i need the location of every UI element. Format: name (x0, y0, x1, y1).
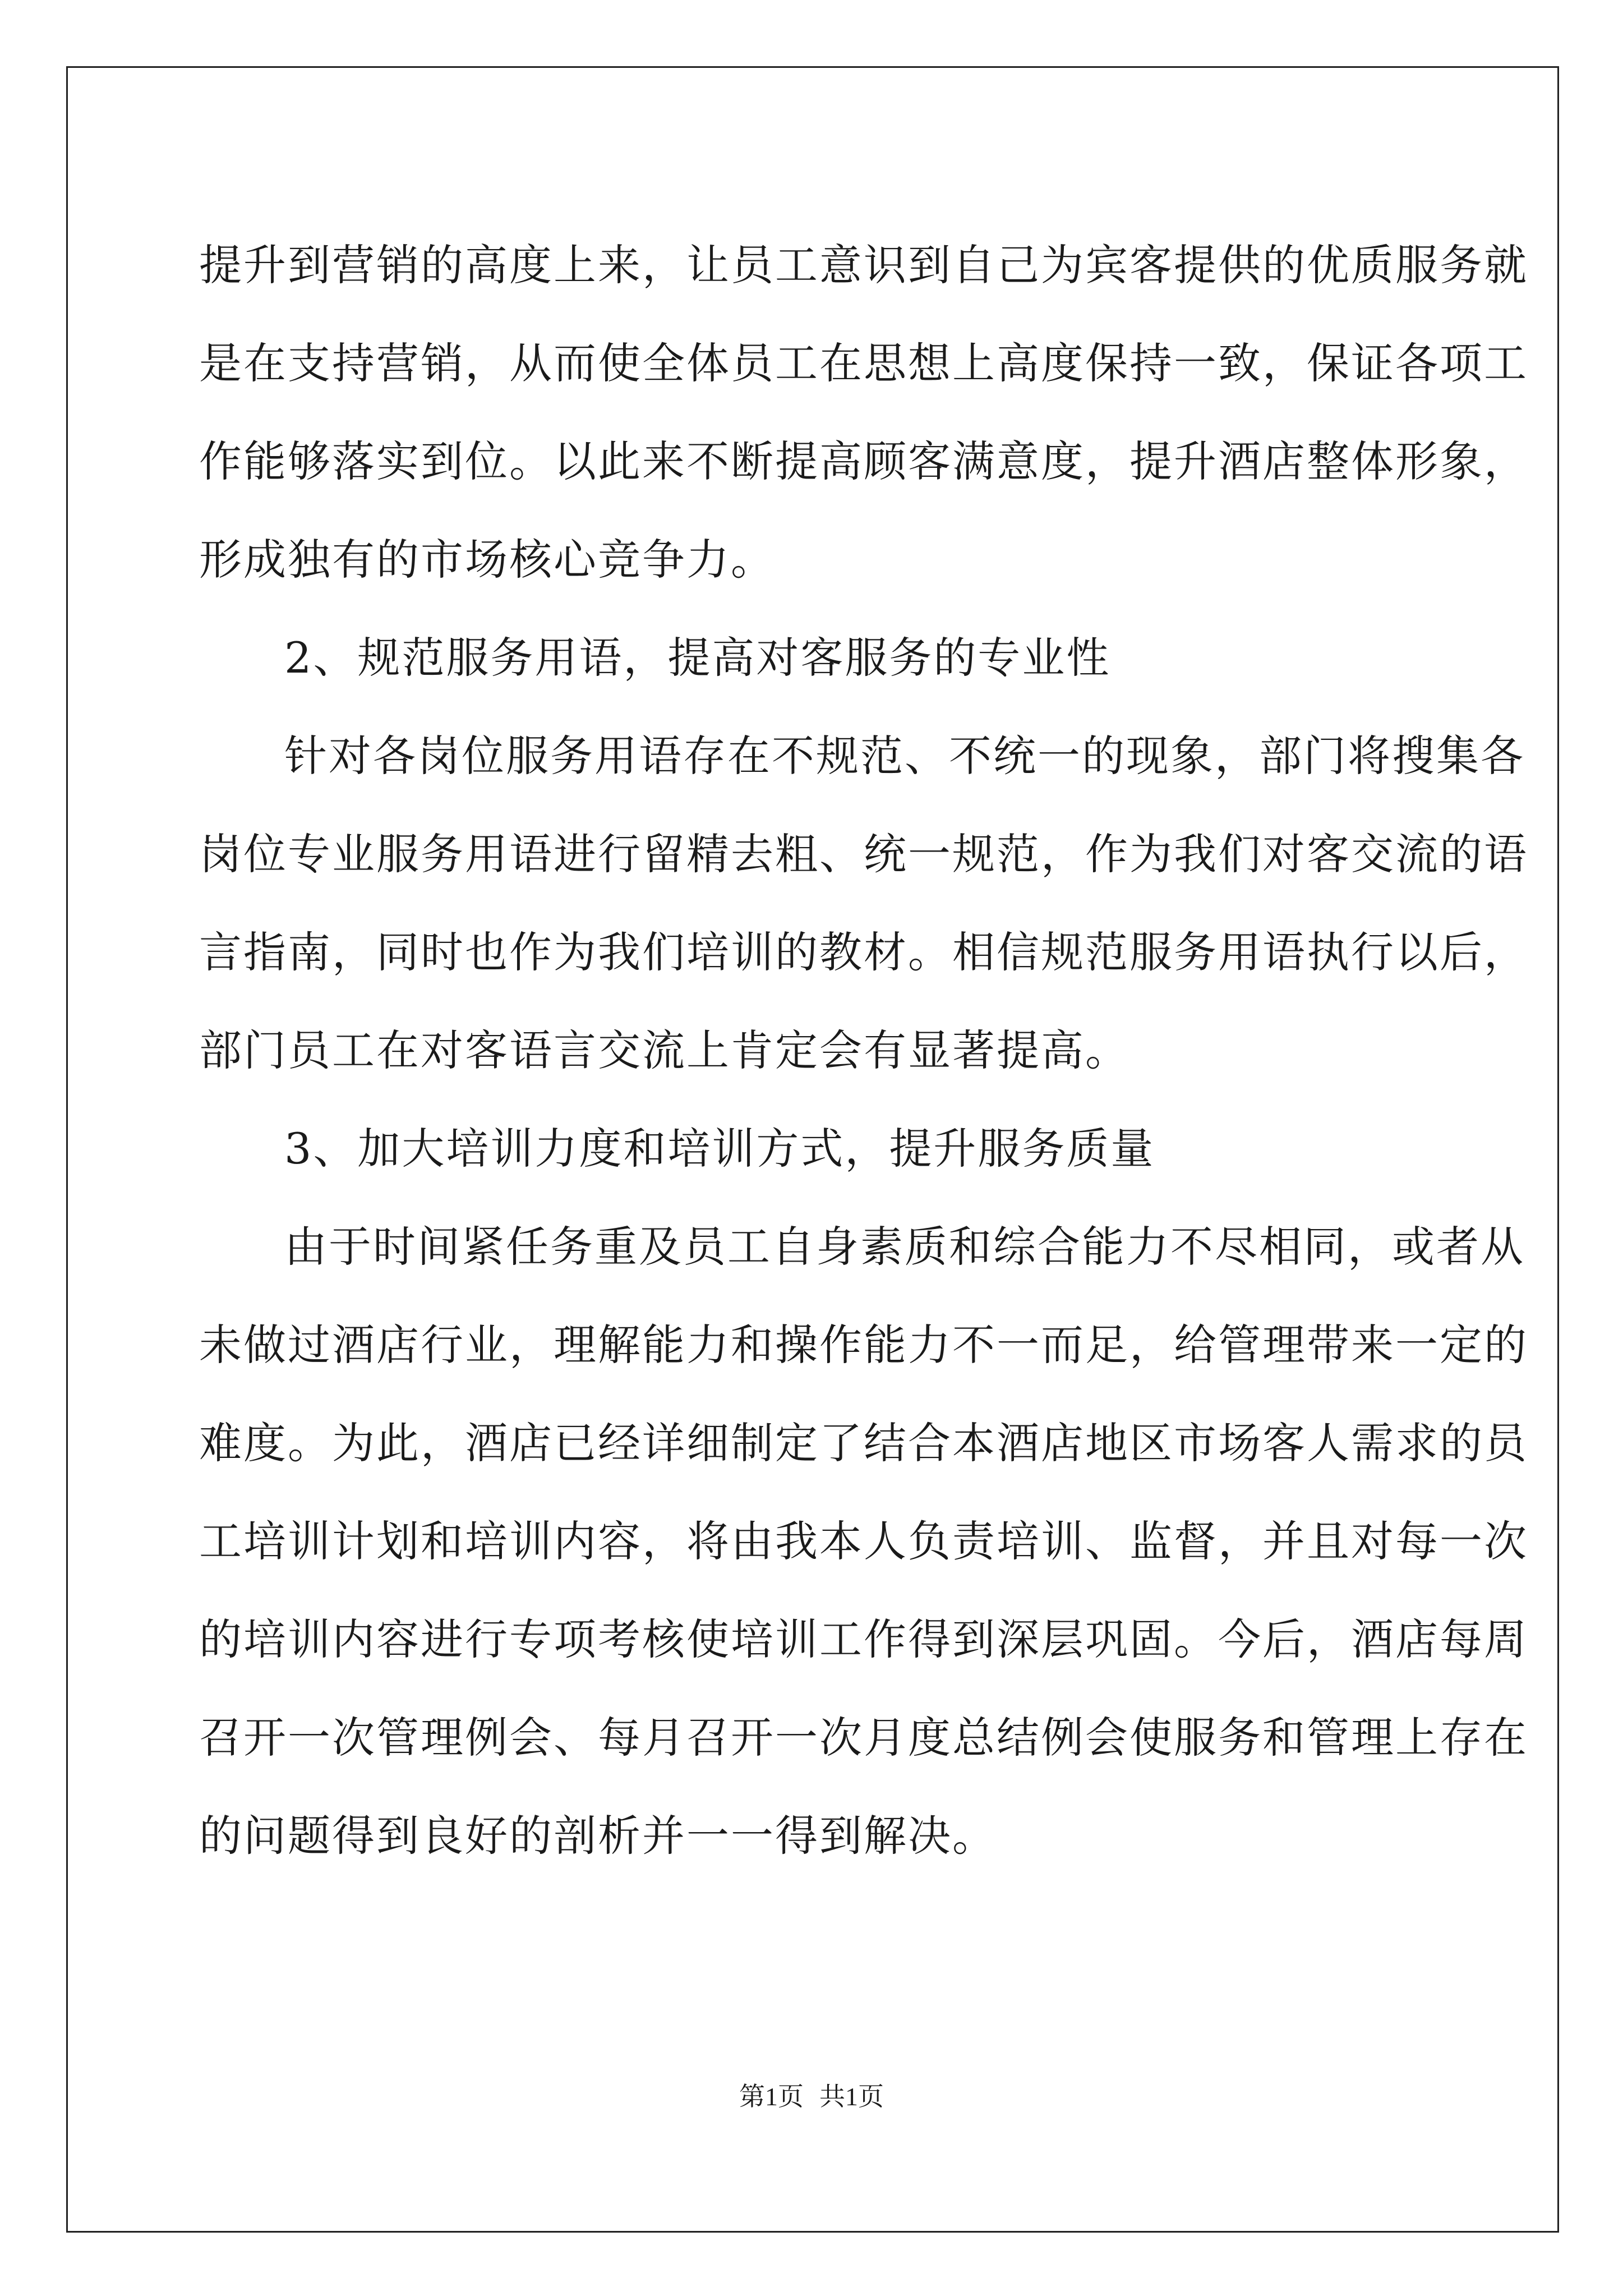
text-line: 未做过酒店行业，理解能力和操作能力不一而足，给管理带来一定的 (199, 1320, 1528, 1370)
text-line: 工培训计划和培训内容，将由我本人负责培训、监督，并且对每一次 (199, 1516, 1528, 1566)
text-line: 是在支持营销，从而使全体员工在思想上高度保持一致，保证各项工 (199, 338, 1528, 388)
text-line: 召开一次管理例会、每月召开一次月度总结例会使服务和管理上存在 (199, 1713, 1528, 1763)
text-line: 部门员工在对客语言交流上肯定会有显著提高。 (199, 1025, 1129, 1075)
text-line: 的问题得到良好的剖析并一一得到解决。 (199, 1811, 997, 1861)
page-total: 共1页 (819, 2082, 884, 2111)
page-number: 第1页 (739, 2082, 804, 2111)
page-footer (0, 2080, 1623, 2114)
section-heading: 3、加大培训力度和培训方式，提升服务质量 (284, 1124, 1155, 1174)
text-line: 提升到营销的高度上来，让员工意识到自己为宾客提供的优质服务就 (199, 240, 1528, 290)
text-line: 针对各岗位服务用语存在不规范、不统一的现象，部门将搜集各 (284, 731, 1525, 781)
text-line: 作能够落实到位。以此来不断提高顾客满意度，提升酒店整体形象， (199, 436, 1528, 486)
text-line: 岗位专业服务用语进行留精去粗、统一规范，作为我们对客交流的语 (199, 829, 1528, 879)
text-line: 言指南，同时也作为我们培训的教材。相信规范服务用语执行以后， (199, 927, 1528, 977)
text-line: 由于时间紧任务重及员工自身素质和综合能力不尽相同，或者从 (284, 1222, 1525, 1272)
text-line: 形成独有的市场核心竞争力。 (199, 535, 775, 585)
document-body (199, 216, 1528, 1885)
text-line: 难度。为此，酒店已经详细制定了结合本酒店地区市场客人需求的员 (199, 1418, 1528, 1468)
text-line: 的培训内容进行专项考核使培训工作得到深层巩固。今后，酒店每周 (199, 1614, 1528, 1664)
section-heading: 2、规范服务用语，提高对客服务的专业性 (284, 633, 1111, 683)
